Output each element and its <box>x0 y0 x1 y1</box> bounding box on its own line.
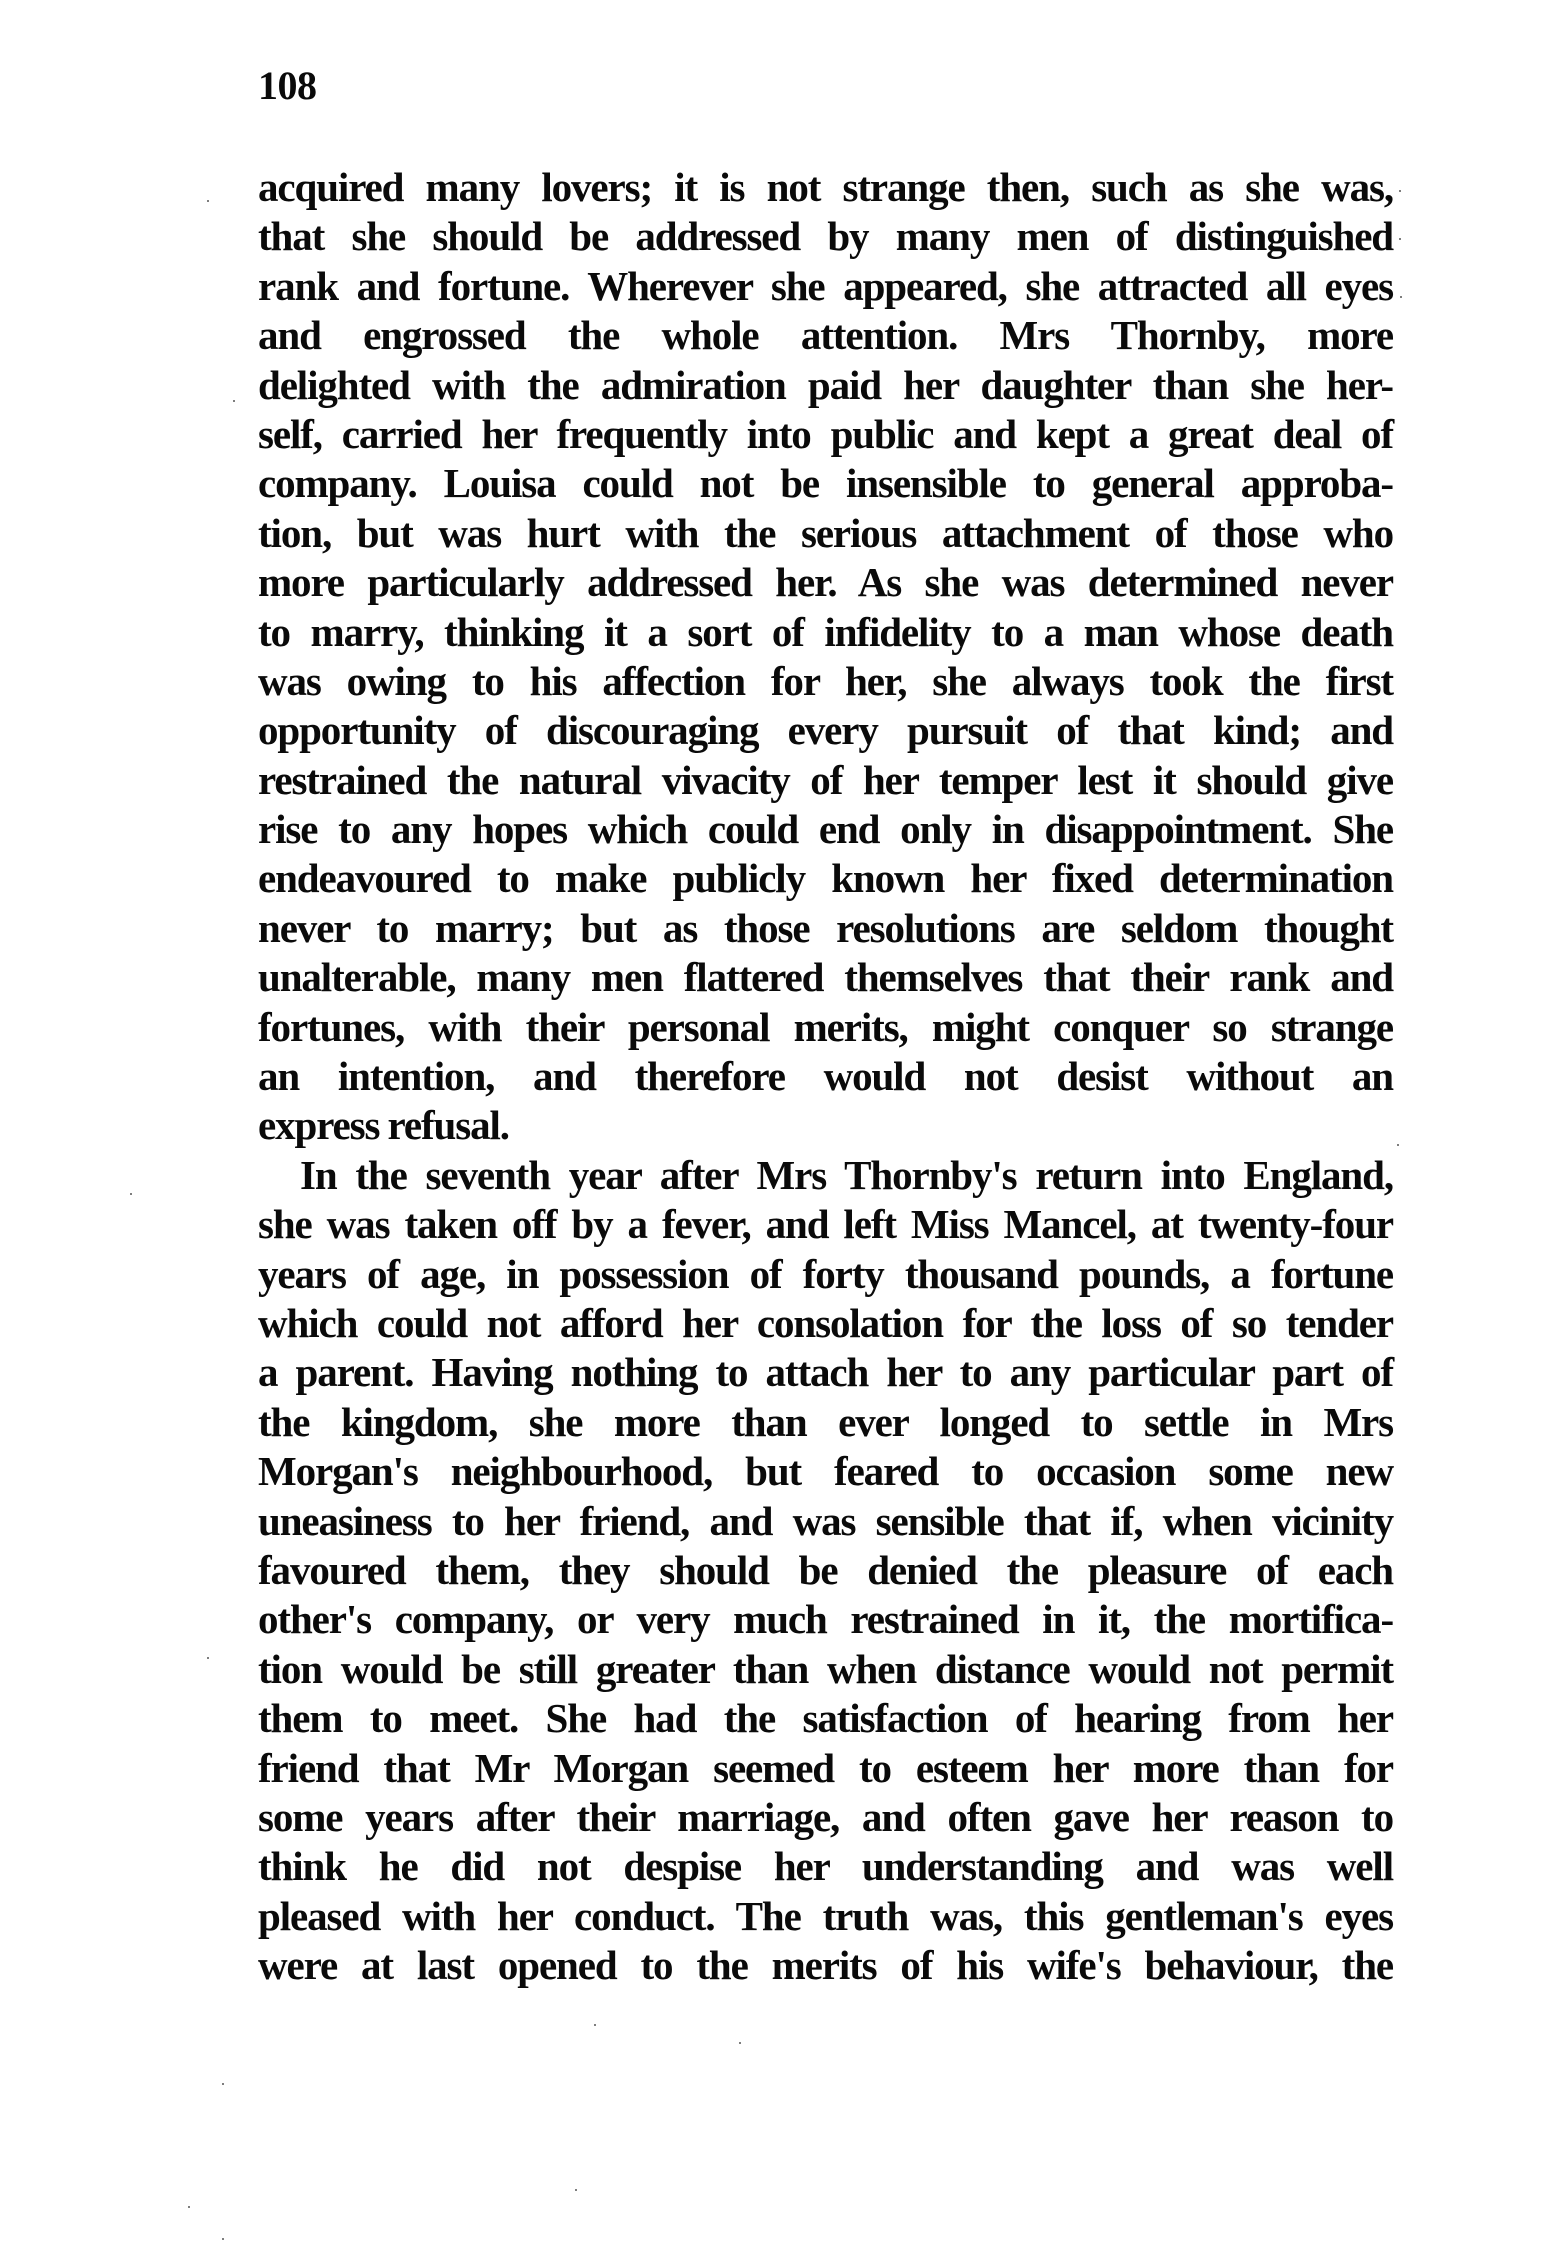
text-line: to marry, thinking it a sort of infidelity to a man whose death <box>258 608 1393 655</box>
text-line: other's company, or very much restrained in it, the mortifica- <box>258 1596 1393 1643</box>
text-line: In the seventh year after Mrs Thornby's return into England, <box>300 1151 1393 1198</box>
scan-speck <box>222 2083 224 2085</box>
text-line: company. Louisa could not be insensible to general approba- <box>258 460 1393 507</box>
text-line: and engrossed the whole attention. Mrs Thornby, more <box>258 312 1393 359</box>
text-line: opportunity of discouraging every pursuit of that kind; and <box>258 707 1393 754</box>
text-line: never to marry; but as those resolutions are seldom thought <box>258 904 1393 951</box>
scan-speck <box>1399 238 1401 240</box>
text-line: the kingdom, she more than ever longed to settle in Mrs <box>258 1398 1393 1445</box>
text-line: which could not afford her consolation for the loss of so tender <box>258 1299 1393 1346</box>
scan-speck <box>222 2238 224 2240</box>
text-line: delighted with the admiration paid her daughter than she her- <box>258 361 1393 408</box>
text-line: more particularly addressed her. As she was determined never <box>258 559 1393 606</box>
paragraph-1 <box>258 163 1393 1151</box>
text-line: that she should be addressed by many men of distinguished <box>258 213 1393 260</box>
scan-speck <box>1399 190 1401 192</box>
text-line: rank and fortune. Wherever she appeared, she attracted all eyes <box>258 262 1393 309</box>
text-line: Morgan's neighbourhood, but feared to occasion some new <box>258 1448 1393 1495</box>
text-line: restrained the natural vivacity of her temper lest it should give <box>258 756 1393 803</box>
text-line: unalterable, many men flattered themselves that their rank and <box>258 954 1393 1001</box>
text-line: think he did not despise her understanding and was well <box>258 1843 1393 1890</box>
text-line: rise to any hopes which could end only in disappointment. She <box>258 806 1393 853</box>
text-line: some years after their marriage, and often gave her reason to <box>258 1793 1393 1840</box>
text-line: acquired many lovers; it is not strange then, such as she was, <box>258 164 1393 210</box>
page-number: 108 <box>258 63 317 108</box>
text-line: favoured them, they should be denied the pleasure of each <box>258 1546 1393 1593</box>
scan-speck <box>1400 296 1402 298</box>
scan-speck <box>594 2024 596 2026</box>
text-line: them to meet. She had the satisfaction of hearing from her <box>258 1695 1393 1742</box>
body-text <box>258 163 1393 1990</box>
text-line: an intention, and therefore would not desist without an <box>258 1053 1393 1100</box>
scan-speck <box>233 400 235 402</box>
scan-speck <box>130 1193 132 1195</box>
scan-speck <box>207 200 209 202</box>
text-line: a parent. Having nothing to attach her to any particular part of <box>258 1349 1393 1396</box>
text-line: were at last opened to the merits of his wife's behaviour, the <box>258 1942 1393 1989</box>
text-line: was owing to his affection for her, she always took the first <box>258 657 1393 704</box>
text-line: uneasiness to her friend, and was sensible that if, when vicinity <box>258 1497 1393 1544</box>
text-line: pleased with her conduct. The truth was, this gentleman's eyes <box>258 1892 1393 1939</box>
scan-speck <box>188 2206 190 2208</box>
paragraph-2 <box>258 1151 1393 1991</box>
text-line: tion, but was hurt with the serious attachment of those who <box>258 509 1393 556</box>
text-line: she was taken off by a fever, and left Miss Mancel, at twenty-four <box>258 1201 1393 1248</box>
text-line: self, carried her frequently into public and kept a great deal of <box>258 410 1393 457</box>
text-line: fortunes, with their personal merits, might conquer so strange <box>258 1003 1393 1050</box>
text-line: years of age, in possession of forty thousand pounds, a fortune <box>258 1250 1393 1297</box>
scan-speck <box>1397 1144 1399 1146</box>
scan-speck <box>575 2189 577 2191</box>
text-line: endeavoured to make publicly known her fixed determination <box>258 855 1393 902</box>
scan-speck <box>739 2042 741 2044</box>
text-line: tion would be still greater than when distance would not permit <box>258 1645 1393 1692</box>
text-line: friend that Mr Morgan seemed to esteem her more than for <box>258 1744 1393 1791</box>
scan-speck <box>207 1657 209 1659</box>
text-line: express refusal. <box>258 1102 509 1149</box>
